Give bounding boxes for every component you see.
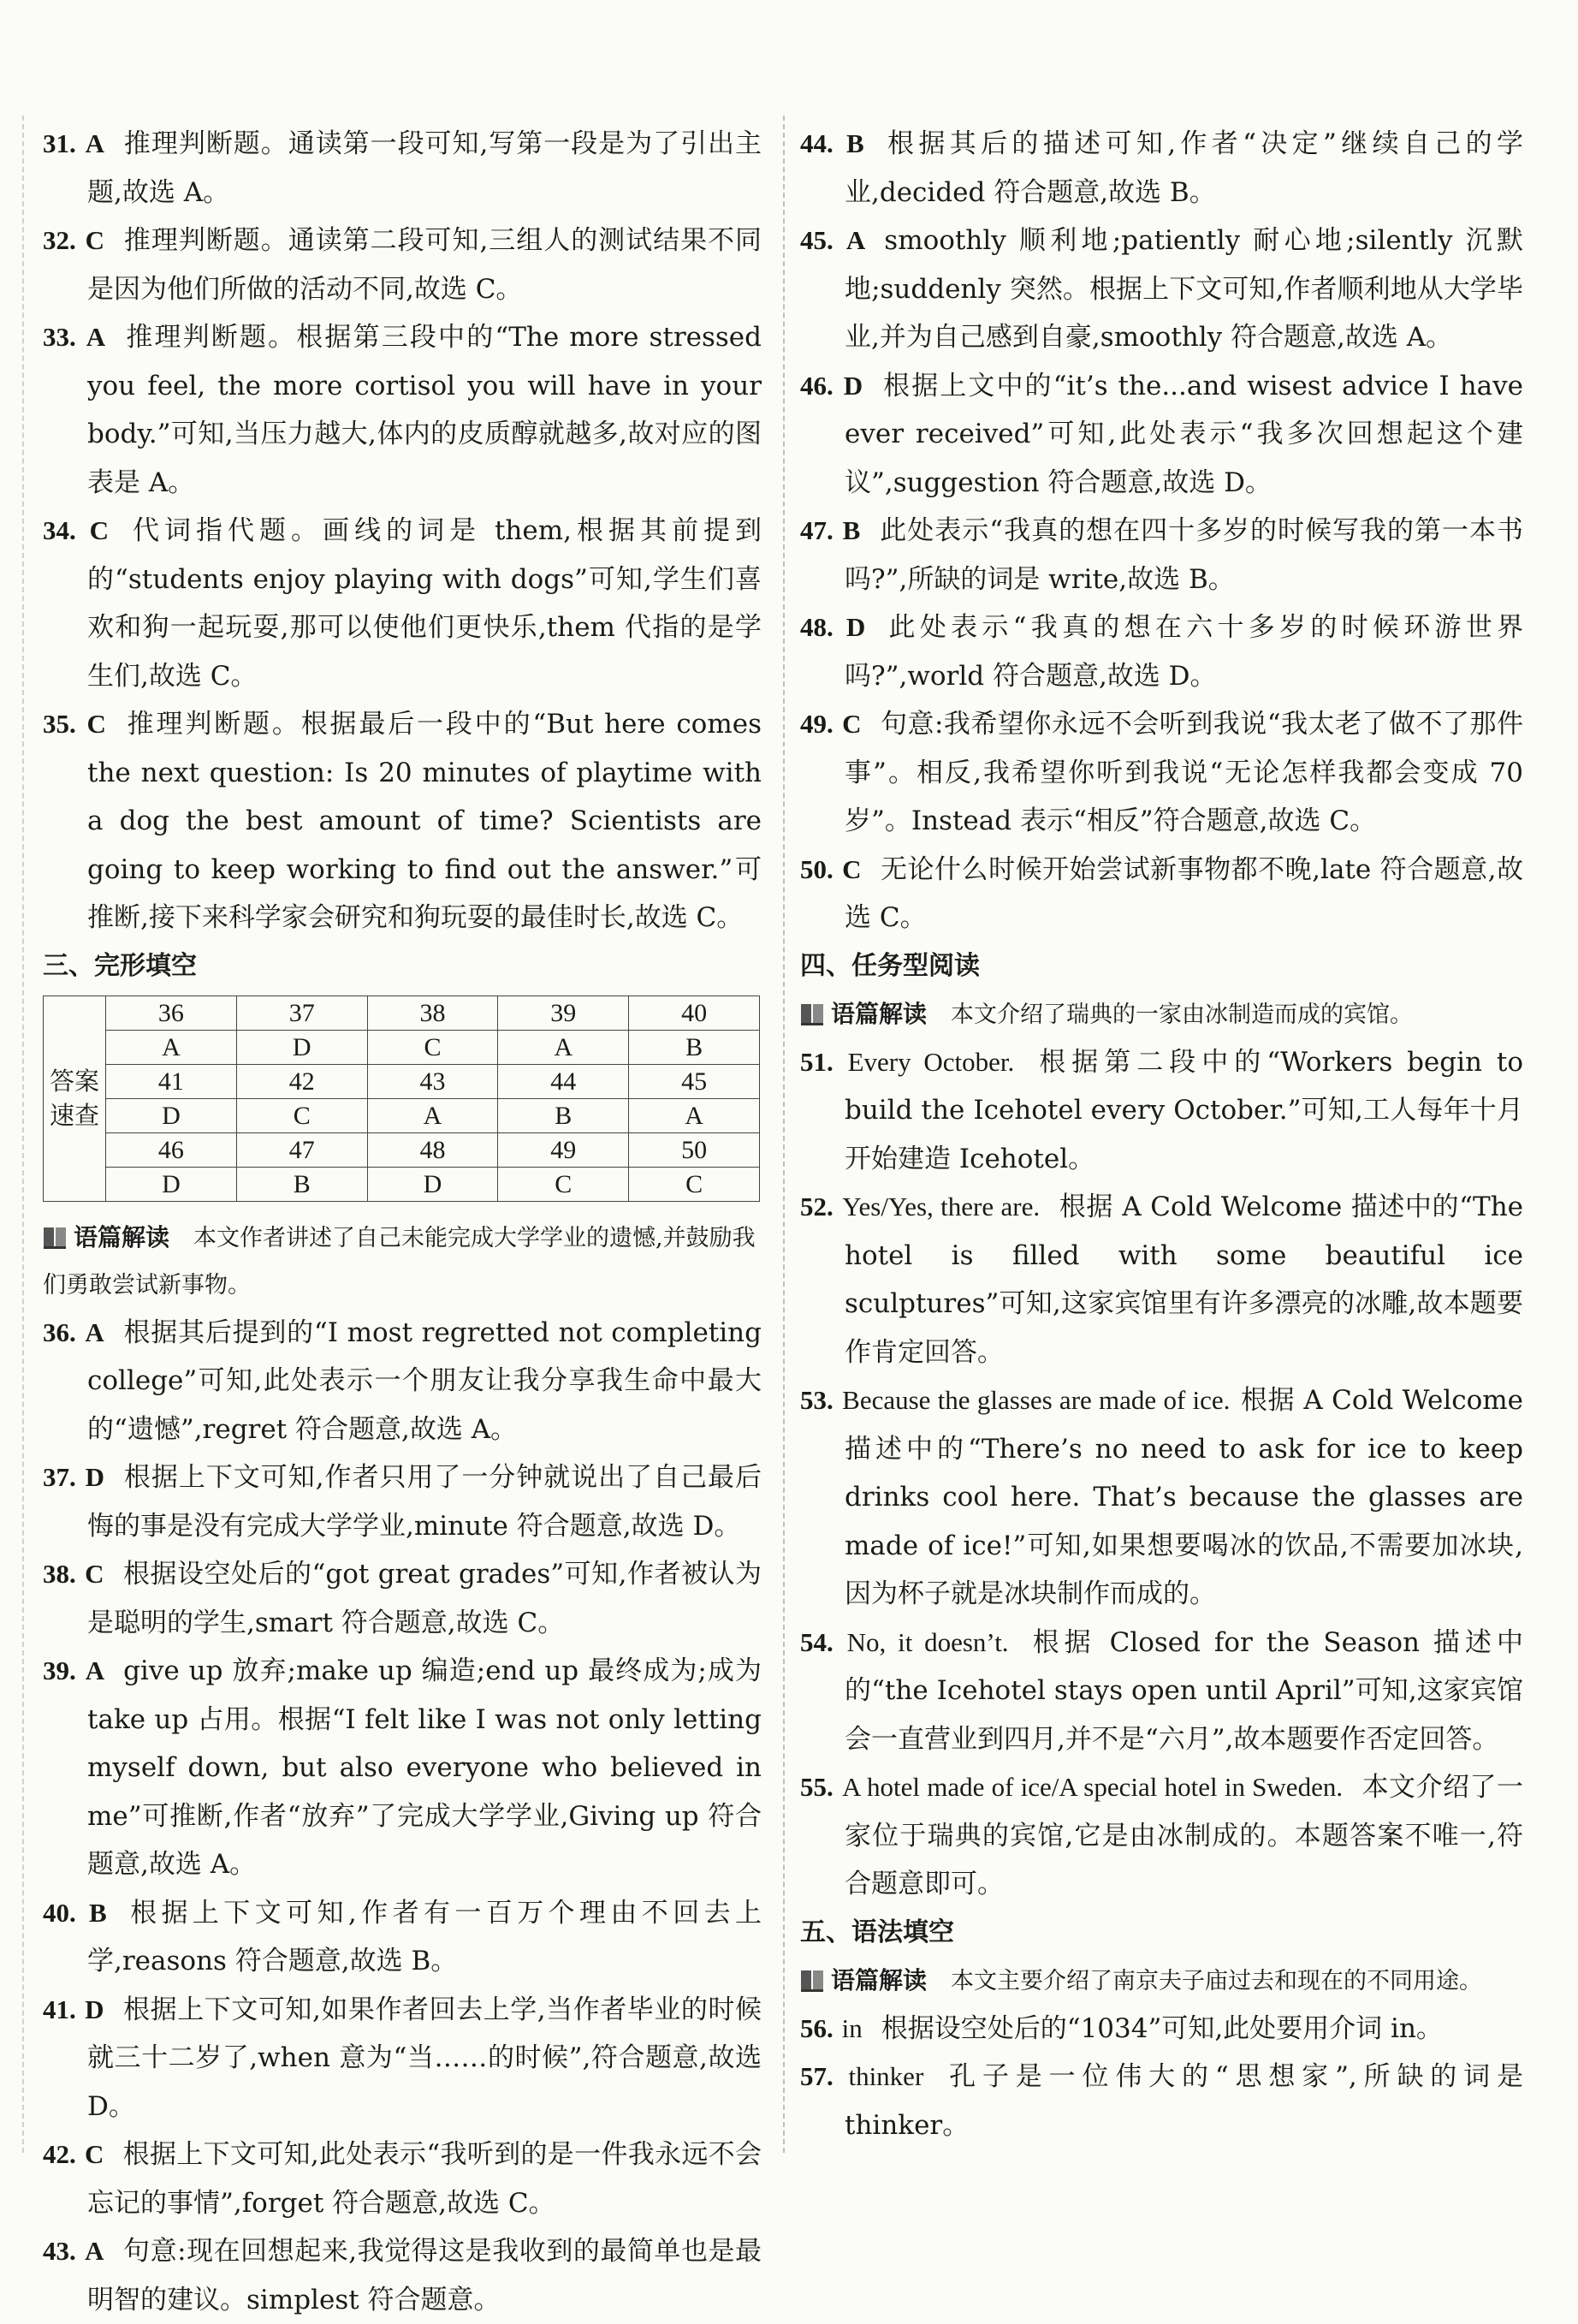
answer-item-55: 55. A hotel made of ice/A special hotel in Sweden. 本文介绍了一家位于瑞典的宾馆,它是由冰制成的。本题答案不唯一,符合题意即可。: [800, 1772, 1523, 1899]
table-cell: 48: [367, 1132, 498, 1167]
table-cell: 46: [106, 1132, 237, 1167]
book-icon: [800, 1002, 826, 1026]
answer-item-36: 36. A 根据其后提到的“I most regretted not completing college”可知,此处表示一个朋友让我分享我生命中最大的“遗憾”,regret 符合题意,故选 A。: [43, 1317, 762, 1445]
table-cell: 43: [367, 1064, 498, 1098]
table-cell: 41: [106, 1064, 237, 1098]
analysis-text: 本文主要介绍了南京夫子庙过去和现在的不同用途。: [951, 1967, 1483, 1994]
answer-item-37: 37. D 根据上下文可知,作者只用了一分钟就说出了自己最后悔的事是没有完成大学学业,minute 符合题意,故选 D。: [43, 1462, 762, 1542]
answer-item-50: 50. C 无论什么时候开始尝试新事物都不晚,late 符合题意,故选 C。: [800, 853, 1523, 933]
table-cell: D: [236, 1030, 367, 1064]
table-cell: 45: [629, 1064, 760, 1098]
analysis-tag: 语篇解读: [831, 999, 928, 1028]
table-label: 答案速查: [44, 996, 106, 1201]
table-cell: D: [106, 1167, 237, 1201]
answer-item-43: 43. A 句意:现在回想起来,我觉得这是我收到的最简单也是最明智的建议。simplest 符合题意。: [43, 2236, 762, 2315]
answer-item-32: 32. C 推理判断题。通读第二段可知,三组人的测试结果不同是因为他们所做的活动不同,故选 C。: [43, 225, 762, 305]
table-cell: 36: [106, 996, 237, 1030]
answer-item-53: 53. Because the glasses are made of ice. 根据 A Cold Welcome 描述中的“There’s no need to ask for ice to keep drinks cool here. That’s because the glasses are made of ice!”可知,如果想要喝冰的饮品,不需要加冰块,因为杯子就是冰块制作而成的。: [800, 1385, 1524, 1609]
answer-item-40: 40. B 根据上下文可知,作者有一百万个理由不回去上学,reasons 符合题意,故选 B。: [43, 1897, 762, 1976]
table-cell: B: [236, 1167, 367, 1201]
answer-item-34: 34. C 代词指代题。画线的词是 them,根据其前提到的“students enjoy playing with dogs”可知,学生们喜欢和狗一起玩耍,那可以使他们更快乐,them 代指的是学生们,故选 C。: [43, 515, 762, 692]
answer-item-31: 31. A 推理判断题。通读第一段可知,写第一段是为了引出主题,故选 A。: [43, 128, 762, 208]
analysis-tag: 语篇解读: [831, 1965, 928, 1994]
answer-item-48: 48. D 此处表示“我真的想在六十多岁的时候环游世界吗?”,world 符合题意,故选 D。: [800, 612, 1523, 692]
answer-item-51: 51. Every October. 根据第二段中的“Workers begin to build the Icehotel every October.”可知,工人每年十月开始建造 Icehotel。: [800, 1046, 1523, 1174]
table-cell: 49: [498, 1132, 629, 1167]
section-heading-grammar-fill: 五、语法填空: [800, 1917, 954, 1947]
passage-analysis-cloze: [43, 1214, 762, 1309]
table-cell: A: [629, 1098, 760, 1132]
table-cell: 38: [367, 996, 498, 1030]
answer-item-44: 44. B 根据其后的描述可知,作者“决定”继续自己的学业,decided 符合题意,故选 B。: [800, 128, 1523, 208]
table-cell: B: [629, 1030, 760, 1064]
right-column: [800, 120, 1523, 2149]
table-cell: C: [236, 1098, 367, 1132]
book-icon: [43, 1226, 68, 1250]
answer-item-33: 33. A 推理判断题。根据第三段中的“The more stressed you feel, the more cortisol you will have in your body.”可知,当压力越大,体内的皮质醇就越多,故对应的图表是 A。: [43, 322, 762, 498]
table-cell: 50: [629, 1132, 760, 1167]
table-cell: A: [367, 1098, 498, 1132]
table-cell: 37: [236, 996, 367, 1030]
table-cell: 40: [629, 996, 760, 1030]
answer-quick-check-table: [43, 996, 760, 1202]
answer-item-41: 41. D 根据上下文可知,如果作者回去上学,当作者毕业的时候就三十二岁了,when 意为“当……的时候”,符合题意,故选 D。: [43, 1994, 762, 2122]
table-cell: 44: [498, 1064, 629, 1098]
answer-item-47: 47. B 此处表示“我真的想在四十多岁的时候写我的第一本书吗?”,所缺的词是 write,故选 B。: [800, 515, 1523, 595]
table-cell: D: [367, 1167, 498, 1201]
column-divider: [783, 116, 785, 2153]
answer-item-42: 42. C 根据上下文可知,此处表示“我听到的是一件我永远不会忘记的事情”,forget 符合题意,故选 C。: [43, 2139, 762, 2219]
answer-item-49: 49. C 句意:我希望你永远不会听到我说“我太老了做不了那件事”。相反,我希望你听到我说“无论怎样我都会变成 70 岁”。Instead 表示“相反”符合题意,故选 C。: [800, 709, 1523, 836]
table-cell: 39: [498, 996, 629, 1030]
left-column: [43, 120, 762, 2324]
analysis-tag: 语篇解读: [74, 1222, 170, 1251]
book-icon: [800, 1969, 826, 1993]
table-cell: 47: [236, 1132, 367, 1167]
answer-item-39: 39. A give up 放弃;make up 编造;end up 最终成为;成为 take up 占用。根据“I felt like I was not only letting myself down, but also everyone who believed in me”可推断,作者“放弃”了完成大学学业,Giving up 符合题意,故选 A。: [43, 1655, 762, 1880]
answer-item-35: 35. C 推理判断题。根据最后一段中的“But here comes the next question: Is 20 minutes of playtime with a dog the best amount of time? Scientists are going to keep working to find out the answer.”可推断,接下来科学家会研究和狗玩耍的最佳时长,故选 C。: [43, 709, 762, 933]
answer-item-54: 54. No, it doesn’t. 根据 Closed for the Season 描述中的“the Icehotel stays open until April”可知,这家宾馆会一直营业到四月,并不是“六月”,故本题要作否定回答。: [800, 1626, 1523, 1755]
answer-item-52: 52. Yes/Yes, there are. 根据 A Cold Welcome 描述中的“The hotel is filled with some beautiful ice sculptures”可知,这家宾馆里有许多漂亮的冰雕,故本题要作肯定回答。: [800, 1192, 1524, 1368]
answer-item-57: 57. thinker 孔子是一位伟大的“思想家”,所缺的词是 thinker。: [800, 2061, 1523, 2141]
table-cell: A: [498, 1030, 629, 1064]
section-heading-cloze: 三、完形填空: [43, 950, 197, 981]
table-cell: A: [106, 1030, 237, 1064]
passage-analysis-grammar-fill: [800, 1957, 1523, 2005]
table-cell: B: [498, 1098, 629, 1132]
answer-item-45: 45. A smoothly 顺利地;patiently 耐心地;silently 沉默地;suddenly 突然。根据上下文可知,作者顺利地从大学毕业,并为自己感到自豪,smoothly 符合题意,故选 A。: [800, 225, 1523, 353]
analysis-text: 本文作者讲述了自己未能完成大学学业的遗憾,并鼓励我们勇敢尝试新事物。: [43, 1224, 756, 1299]
table-cell: D: [106, 1098, 237, 1132]
answer-item-38: 38. C 根据设空处后的“got great grades”可知,作者被认为是聪明的学生,smart 符合题意,故选 C。: [43, 1559, 762, 1638]
binding-edge-line: [22, 116, 24, 2153]
table-cell: 42: [236, 1064, 367, 1098]
table-cell: C: [498, 1167, 629, 1201]
answer-item-46: 46. D 根据上文中的“it’s the...and wisest advice I have ever received”可知,此处表示“我多次回想起这个建议”,suggestion 符合题意,故选 D。: [800, 370, 1523, 498]
answer-item-56: 56. in 根据设空处后的“1034”可知,此处要用介词 in。: [800, 2012, 1443, 2044]
passage-analysis-task-reading: [800, 990, 1523, 1038]
table-cell: C: [629, 1167, 760, 1201]
analysis-text: 本文介绍了瑞典的一家由冰制造而成的宾馆。: [951, 1001, 1414, 1028]
table-cell: C: [367, 1030, 498, 1064]
section-heading-task-reading: 四、任务型阅读: [800, 950, 980, 981]
